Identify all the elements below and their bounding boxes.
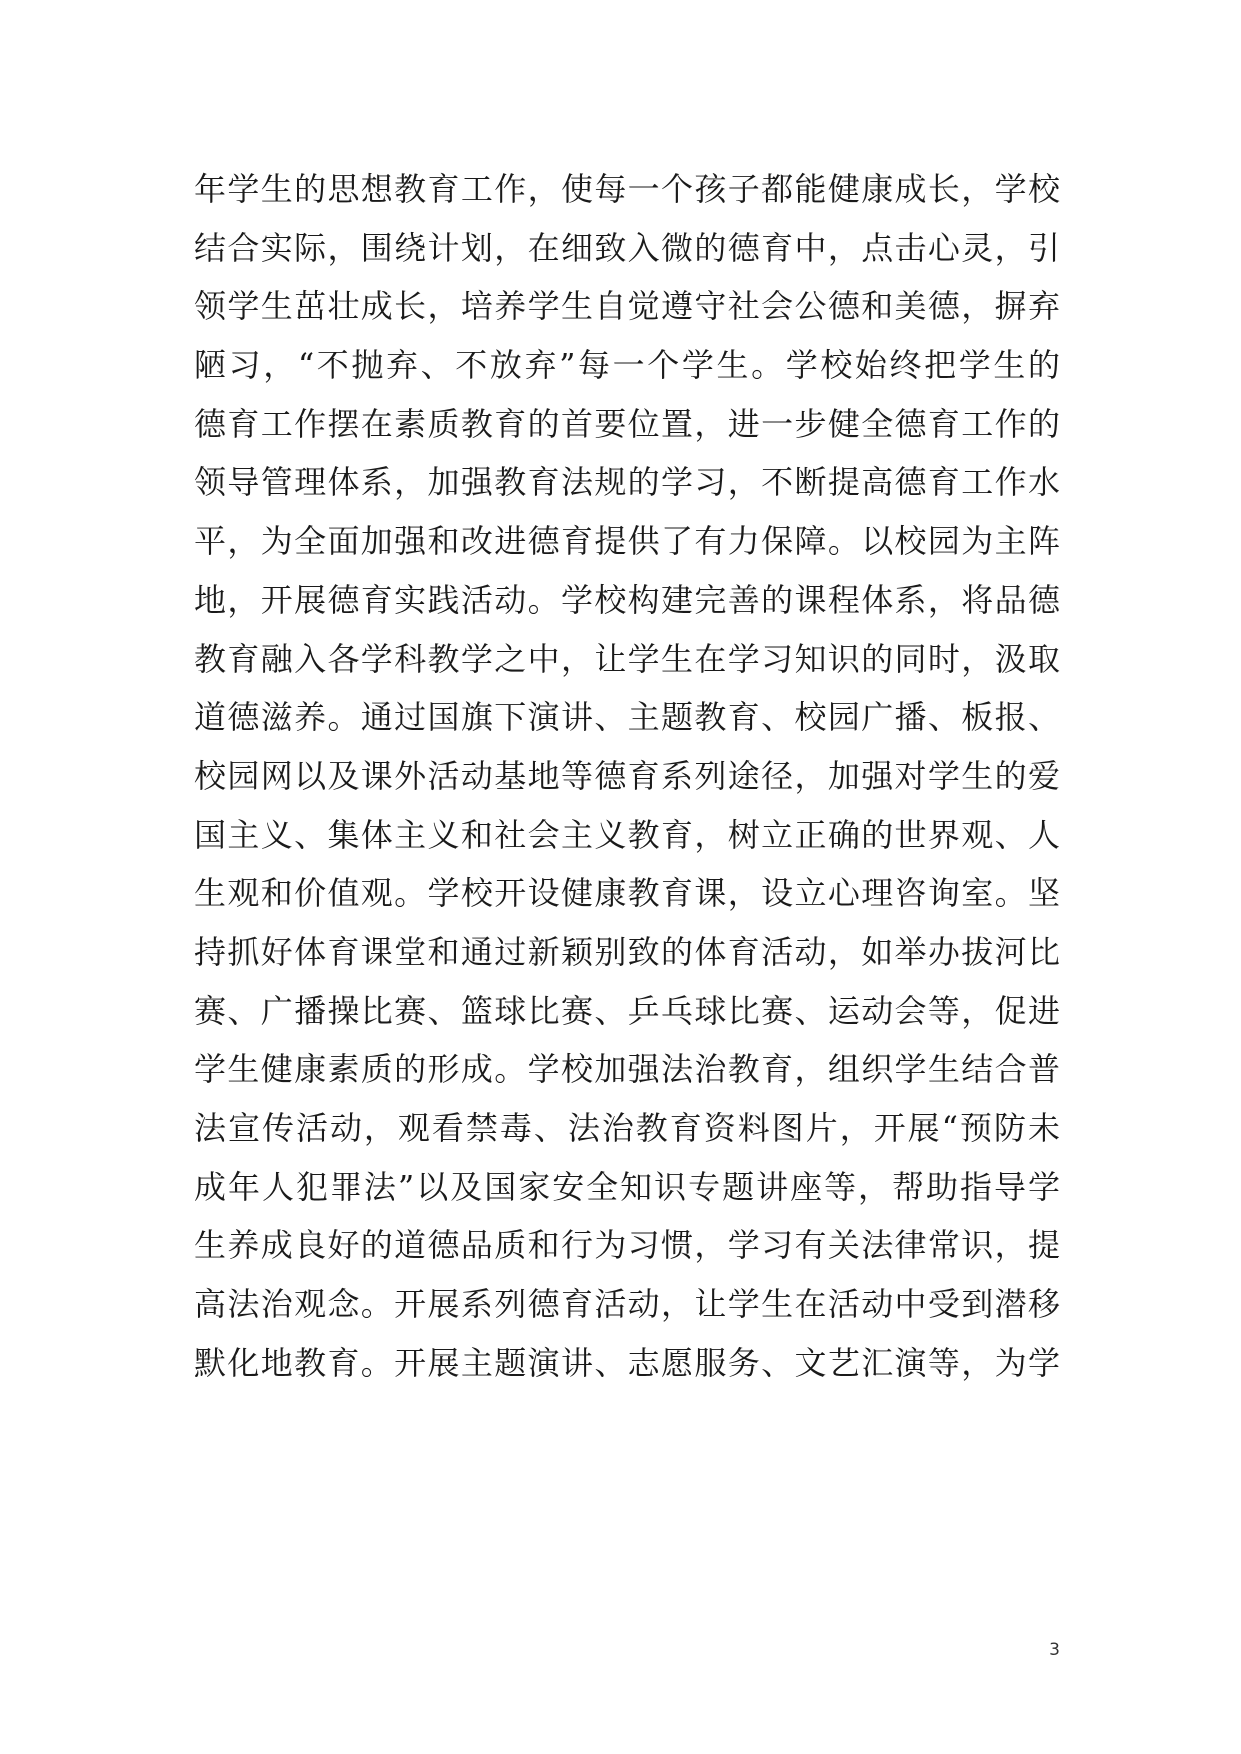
text-line-15: 赛、广播操比赛、篮球比赛、乒乓球比赛、运动会等，促进: [194, 991, 1060, 1030]
text-line-6: 领导管理体系，加强教育法规的学习，不断提高德育工作水: [194, 463, 1060, 502]
text-line-8: 地，开展德育实践活动。学校构建完善的课程体系，将品德: [194, 580, 1060, 619]
text-line-21: 默化地教育。开展主题演讲、志愿服务、文艺汇演等，为学: [194, 1343, 1060, 1382]
text-line-11: 校园网以及课外活动基地等德育系列途径，加强对学生的爱: [194, 756, 1060, 795]
text-line-16: 学生健康素质的形成。学校加强法治教育，组织学生结合普: [194, 1050, 1060, 1089]
text-line-12: 国主义、集体主义和社会主义教育，树立正确的世界观、人: [194, 815, 1060, 854]
text-line-4: 陋习，“不抛弃、不放弃”每一个学生。学校始终把学生的: [194, 346, 1060, 385]
text-line-9: 教育融入各学科教学之中，让学生在学习知识的同时，汲取: [194, 639, 1060, 678]
text-line-13: 生观和价值观。学校开设健康教育课，设立心理咨询室。坚: [194, 874, 1060, 913]
page-number: 3: [1049, 1640, 1060, 1660]
text-line-10: 道德滋养。通过国旗下演讲、主题教育、校园广播、板报、: [194, 698, 1060, 737]
text-line-14: 持抓好体育课堂和通过新颖别致的体育活动，如举办拔河比: [194, 932, 1060, 971]
text-line-3: 领学生茁壮成长，培养学生自觉遵守社会公德和美德，摒弃: [194, 287, 1060, 326]
text-line-19: 生养成良好的道德品质和行为习惯，学习有关法律常识，提: [194, 1226, 1060, 1265]
text-line-7: 平，为全面加强和改进德育提供了有力保障。以校园为主阵: [194, 522, 1060, 561]
text-line-5: 德育工作摆在素质教育的首要位置，进一步健全德育工作的: [194, 404, 1060, 443]
text-line-17: 法宣传活动，观看禁毒、法治教育资料图片，开展“预防未: [194, 1109, 1060, 1147]
text-line-18: 成年人犯罪法”以及国家安全知识专题讲座等，帮助指导学: [194, 1167, 1060, 1206]
body-text: [194, 160, 1060, 1392]
text-line-1: 年学生的思想教育工作，使每一个孩子都能健康成长，学校: [194, 170, 1060, 208]
text-line-20: 高法治观念。开展系列德育活动，让学生在活动中受到潜移: [194, 1285, 1060, 1324]
text-line-2: 结合实际，围绕计划，在细致入微的德育中，点击心灵，引: [194, 228, 1060, 267]
